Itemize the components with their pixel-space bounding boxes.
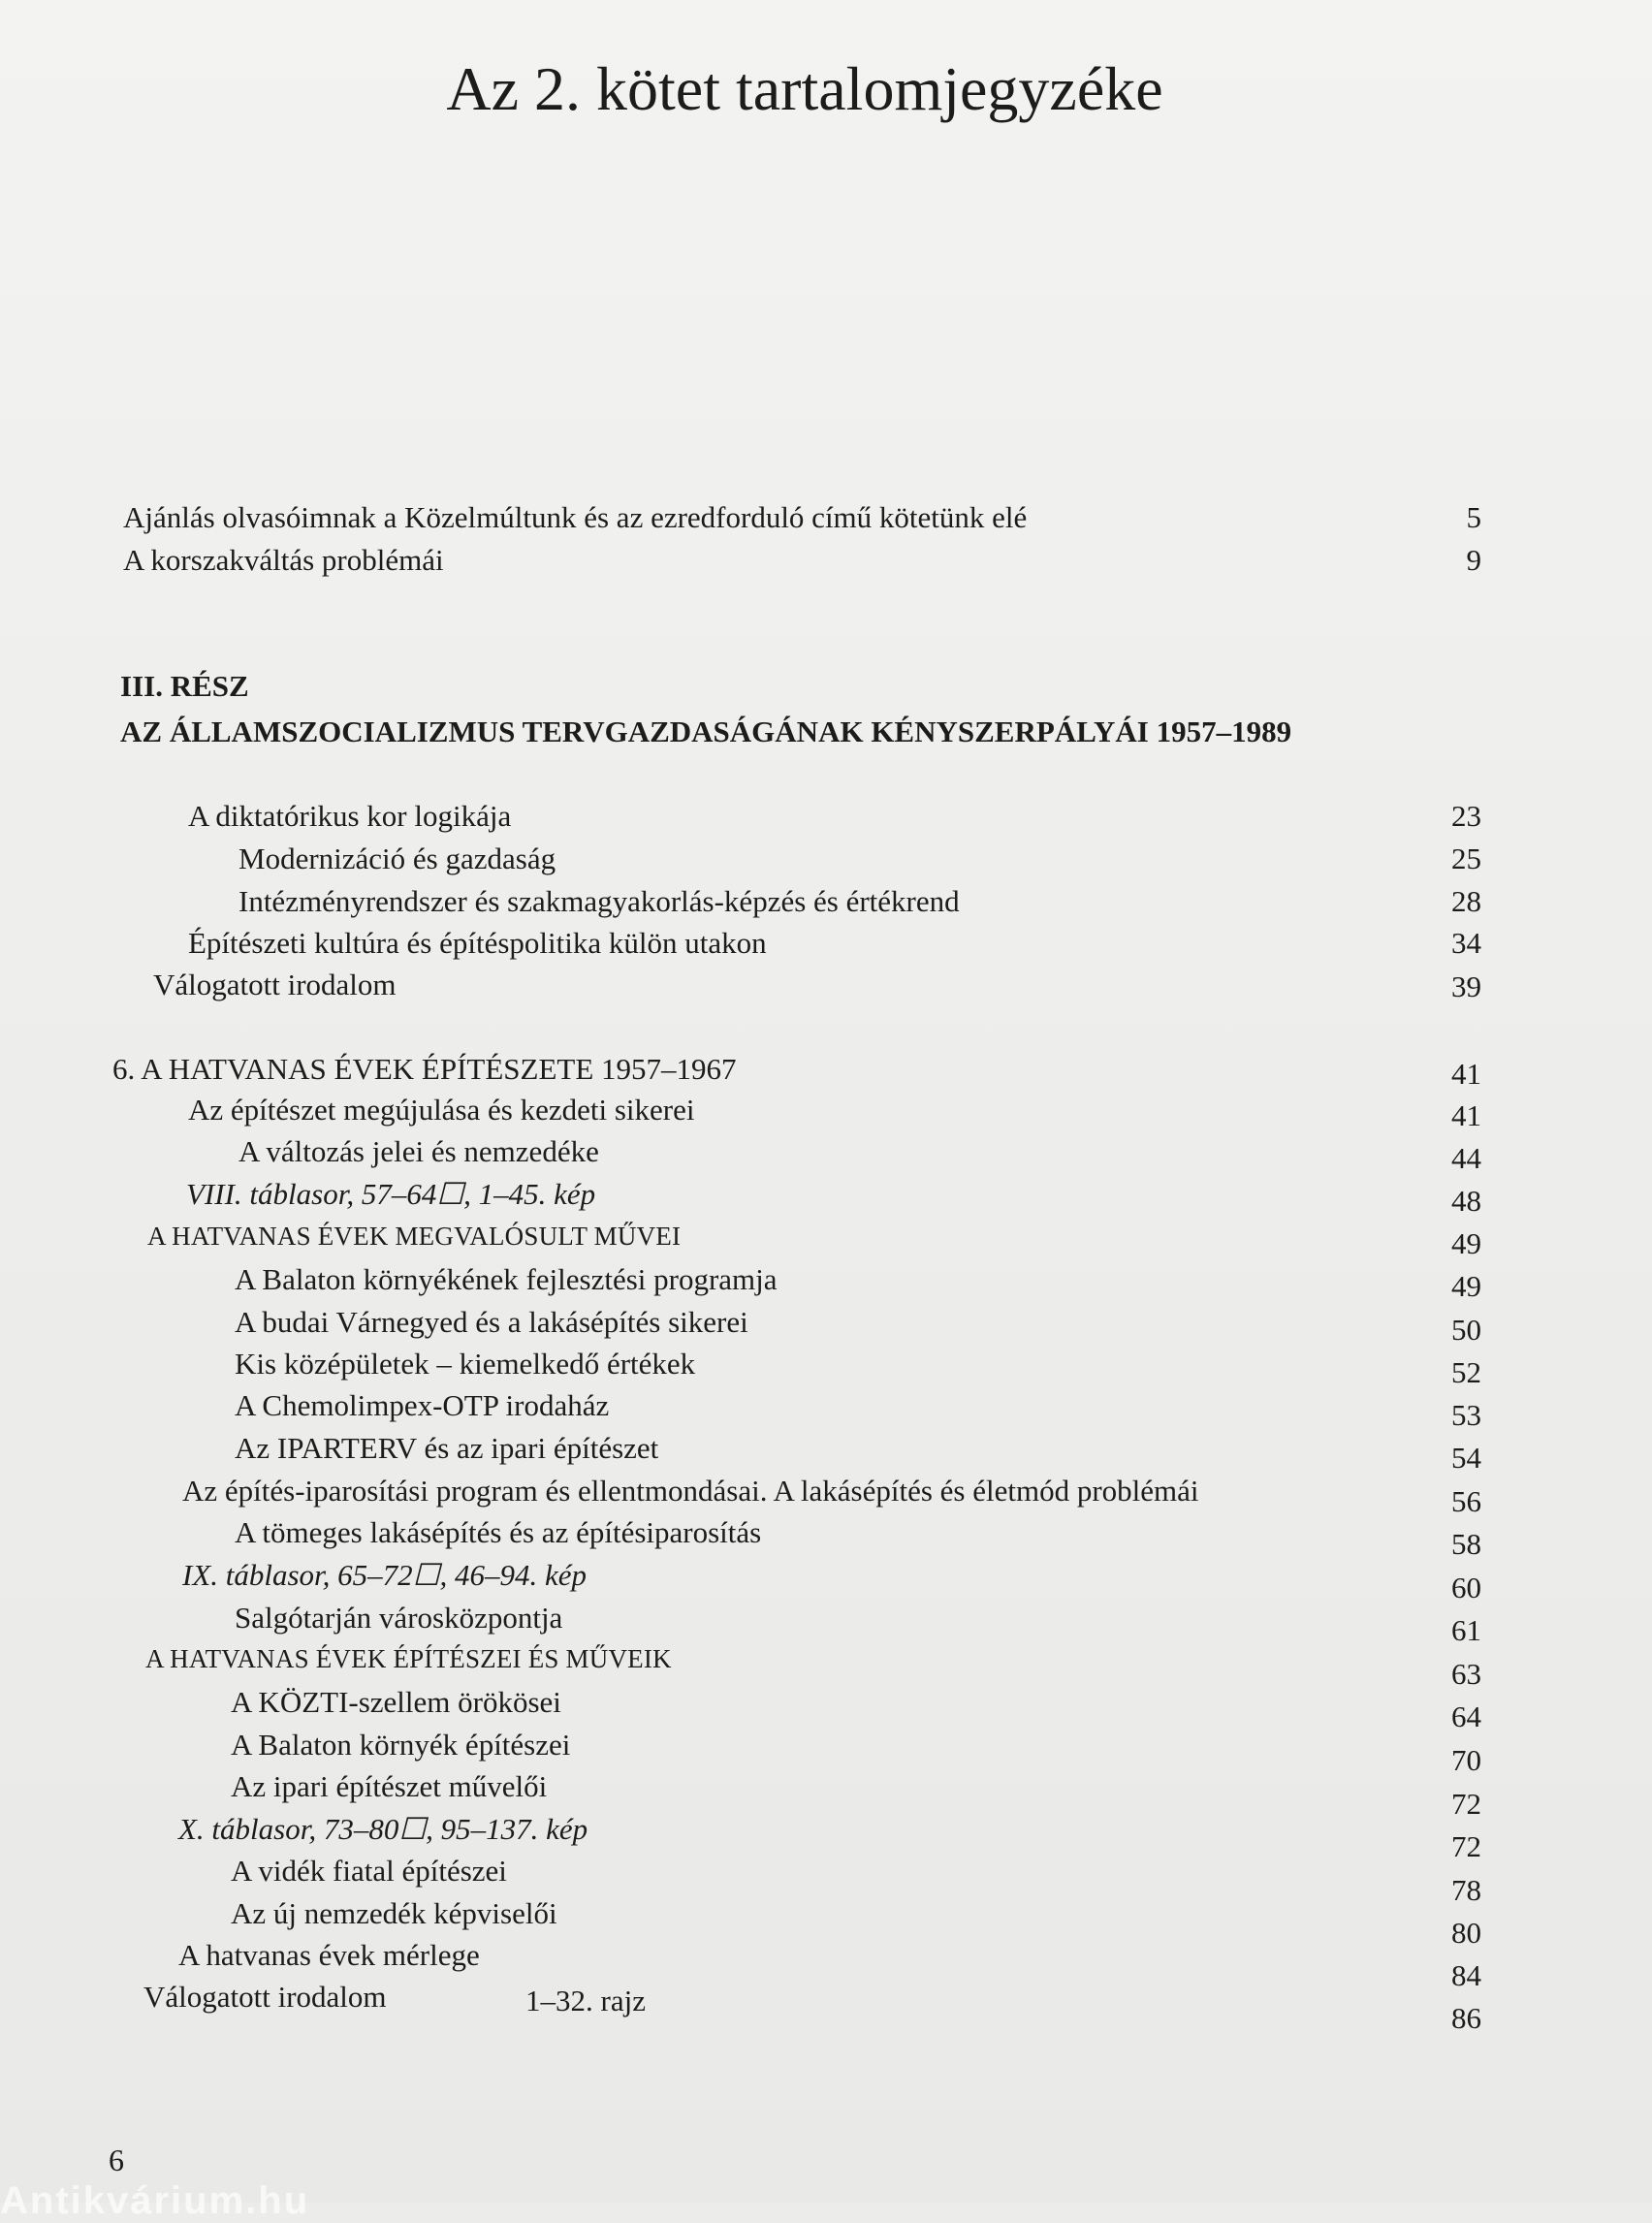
toc-page: 72 [1451, 1829, 1481, 1863]
chapter-page: 41 [1451, 1057, 1481, 1091]
toc-page: 52 [1451, 1355, 1481, 1389]
page-number: 6 [109, 2143, 124, 2177]
toc-page: 50 [1451, 1313, 1481, 1347]
toc-entry: Az új nemzedék képviselői [231, 1896, 557, 1930]
toc-entry: A tömeges lakásépítés és az építésiparosítás [235, 1515, 762, 1549]
toc-entry: Építészeti kultúra és építéspolitika külön utakon [188, 926, 767, 960]
toc-page: 41 [1451, 1098, 1481, 1132]
part-title-heading: AZ ÁLLAMSZOCIALIZMUS TERVGAZDASÁGÁNAK KÉNYSZERPÁLYÁI 1957–1989 [120, 715, 1292, 748]
toc-page: 70 [1451, 1743, 1481, 1777]
toc-subsection-heading: A HATVANAS ÉVEK ÉPÍTÉSZEI ÉS MŰVEIK [145, 1644, 672, 1673]
toc-entry: A változás jelei és nemzedéke [238, 1134, 599, 1168]
toc-subsection-heading: A HATVANAS ÉVEK MEGVALÓSULT MŰVEI [147, 1222, 682, 1251]
toc-page: 48 [1451, 1184, 1481, 1218]
toc-entry: A Balaton környékének fejlesztési programja [235, 1262, 778, 1296]
toc-entry: Az építés-iparosítási program és ellentmondásai. A lakásépítés és életmód problémái [182, 1474, 1199, 1508]
page-title: Az 2. kötet tartalomjegyzéke [446, 54, 1163, 123]
toc-entry: Az építészet megújulása és kezdeti sikerei [188, 1093, 695, 1127]
toc-entry: A hatvanas évek mérlege [178, 1938, 480, 1972]
toc-page: 44 [1451, 1141, 1481, 1175]
toc-page: 28 [1451, 884, 1481, 918]
toc-page-dedication: 5 [1466, 500, 1481, 534]
drawings-note: 1–32. rajz [525, 1984, 646, 2017]
toc-entry: Válogatott irodalom [153, 968, 397, 1001]
toc-entry: A KÖZTI-szellem örökösei [231, 1685, 561, 1719]
watermark: Antikvárium.hu [0, 2179, 310, 2222]
toc-entry-plates: X. táblasor, 73–80☐, 95–137. kép [178, 1812, 588, 1846]
toc-entry-plates: IX. táblasor, 65–72☐, 46–94. kép [182, 1558, 587, 1592]
toc-page: 86 [1451, 2001, 1481, 2035]
toc-page: 80 [1451, 1916, 1481, 1950]
toc-page: 58 [1451, 1527, 1481, 1561]
toc-entry: A Balaton környék építészei [231, 1728, 571, 1762]
toc-page: 53 [1451, 1398, 1481, 1432]
toc-entry-transition: A korszakváltás problémái [123, 543, 444, 577]
toc-page: 49 [1451, 1226, 1481, 1260]
toc-page: 34 [1451, 926, 1481, 960]
toc-page: 78 [1451, 1873, 1481, 1907]
part-number-heading: III. RÉSZ [120, 669, 249, 703]
toc-entry-plates: VIII. táblasor, 57–64☐, 1–45. kép [186, 1177, 596, 1211]
toc-page: 84 [1451, 1958, 1481, 1992]
toc-page: 63 [1451, 1657, 1481, 1691]
toc-page: 54 [1451, 1441, 1481, 1475]
chapter-heading: 6. A HATVANAS ÉVEK ÉPÍTÉSZETE 1957–1967 [112, 1052, 737, 1086]
toc-entry: Intézményrendszer és szakmagyakorlás-képzés és értékrend [238, 884, 960, 918]
toc-page: 64 [1451, 1699, 1481, 1733]
toc-page: 49 [1451, 1269, 1481, 1303]
toc-entry: A diktatórikus kor logikája [188, 799, 512, 833]
toc-entry: Kis középületek – kiemelkedő értékek [235, 1347, 696, 1381]
toc-page: 72 [1451, 1787, 1481, 1821]
toc-page: 61 [1451, 1613, 1481, 1647]
toc-page: 25 [1451, 842, 1481, 875]
toc-page: 23 [1451, 799, 1481, 833]
toc-entry: Válogatott irodalom [143, 1980, 387, 2014]
toc-entry: Az IPARTERV és az ipari építészet [235, 1431, 659, 1465]
toc-entry: A vidék fiatal építészei [231, 1854, 507, 1888]
toc-page: 56 [1451, 1484, 1481, 1518]
toc-entry: A budai Várnegyed és a lakásépítés sikerei [235, 1305, 748, 1339]
toc-entry: Modernizáció és gazdaság [238, 842, 556, 875]
toc-entry-dedication: Ajánlás olvasóimnak a Közelmúltunk és az ezredforduló című kötetünk elé [123, 500, 1028, 534]
toc-entry: A Chemolimpex-OTP irodaház [235, 1388, 610, 1422]
toc-entry: Az ipari építészet művelői [231, 1769, 548, 1803]
toc-page: 39 [1451, 969, 1481, 1003]
toc-entry: Salgótarján városközpontja [235, 1601, 563, 1635]
toc-page: 60 [1451, 1571, 1481, 1604]
toc-page-transition: 9 [1466, 543, 1481, 577]
